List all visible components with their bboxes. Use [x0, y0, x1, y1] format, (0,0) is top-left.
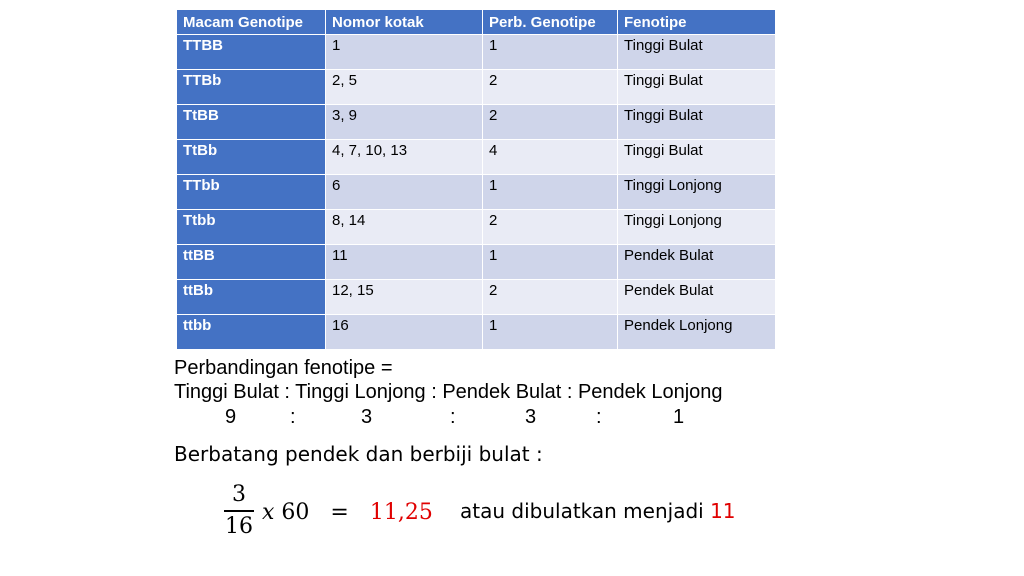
ratio-title: Perbandingan fenotipe = [174, 357, 393, 379]
multiplier: 60 [281, 500, 310, 525]
cell-box-number: 8, 14 [326, 210, 483, 245]
equals-sign: = [330, 500, 349, 525]
table-row [177, 315, 776, 350]
calculation-result: 11,25 [369, 500, 433, 525]
header-fenotipe: Fenotipe [618, 10, 776, 35]
cell-genotype: TTBB [177, 35, 326, 70]
cell-genotype: ttbb [177, 315, 326, 350]
fraction-numerator: 3 [232, 482, 246, 507]
genotype-table [176, 9, 776, 350]
cell-box-number: 2, 5 [326, 70, 483, 105]
times-symbol: x [262, 500, 275, 525]
cell-genotype-ratio: 1 [483, 245, 618, 280]
cell-phenotype: Tinggi Bulat [618, 70, 776, 105]
cell-box-number: 1 [326, 35, 483, 70]
rounded-result [460, 499, 736, 523]
cell-phenotype: Tinggi Lonjong [618, 175, 776, 210]
ratio-value: 1 [673, 406, 685, 428]
cell-phenotype: Tinggi Lonjong [618, 210, 776, 245]
fraction-bar [224, 510, 254, 512]
cell-genotype: TTBb [177, 70, 326, 105]
fraction-denominator: 16 [225, 513, 253, 539]
cell-box-number: 6 [326, 175, 483, 210]
cell-genotype-ratio: 1 [483, 35, 618, 70]
table-row [177, 175, 776, 210]
rounded-text: atau dibulatkan menjadi [460, 499, 704, 523]
cell-genotype-ratio: 2 [483, 70, 618, 105]
cell-box-number: 3, 9 [326, 105, 483, 140]
cell-box-number: 16 [326, 315, 483, 350]
ratio-value: 3 [525, 406, 537, 428]
table-row [177, 280, 776, 315]
cell-box-number: 12, 15 [326, 280, 483, 315]
cell-phenotype: Tinggi Bulat [618, 140, 776, 175]
calculation-title: Berbatang pendek dan berbiji bulat : [174, 442, 543, 466]
cell-box-number: 4, 7, 10, 13 [326, 140, 483, 175]
table-row [177, 245, 776, 280]
phenotype-ratio-block [174, 356, 723, 404]
cell-genotype: TtBb [177, 140, 326, 175]
header-macam-genotipe: Macam Genotipe [177, 10, 326, 35]
cell-genotype: TtBB [177, 105, 326, 140]
cell-genotype: ttBb [177, 280, 326, 315]
cell-box-number: 11 [326, 245, 483, 280]
header-nomor-kotak: Nomor kotak [326, 10, 483, 35]
cell-genotype-ratio: 2 [483, 210, 618, 245]
fraction [224, 482, 254, 540]
cell-phenotype: Pendek Bulat [618, 280, 776, 315]
cell-phenotype: Tinggi Bulat [618, 35, 776, 70]
cell-genotype-ratio: 2 [483, 105, 618, 140]
cell-genotype: Ttbb [177, 210, 326, 245]
rounded-value: 11 [710, 499, 736, 523]
cell-genotype-ratio: 1 [483, 175, 618, 210]
ratio-value: 9 [225, 406, 237, 428]
ratio-value: 3 [361, 406, 373, 428]
cell-genotype: ttBB [177, 245, 326, 280]
table-row [177, 70, 776, 105]
ratio-separator: : [596, 406, 602, 428]
cell-genotype-ratio: 2 [483, 280, 618, 315]
calculation-expression [262, 500, 433, 525]
cell-phenotype: Tinggi Bulat [618, 105, 776, 140]
ratio-separator: : [450, 406, 456, 428]
cell-phenotype: Pendek Bulat [618, 245, 776, 280]
cell-phenotype: Pendek Lonjong [618, 315, 776, 350]
table-body [177, 35, 776, 350]
table-row [177, 35, 776, 70]
ratio-phenotypes: Tinggi Bulat : Tinggi Lonjong : Pendek Bulat : Pendek Lonjong [174, 381, 723, 403]
cell-genotype-ratio: 4 [483, 140, 618, 175]
table-header-row [177, 10, 776, 35]
table-row [177, 140, 776, 175]
table-row [177, 105, 776, 140]
cell-genotype-ratio: 1 [483, 315, 618, 350]
ratio-separator: : [290, 406, 296, 428]
cell-genotype: TTbb [177, 175, 326, 210]
header-perb-genotipe: Perb. Genotipe [483, 10, 618, 35]
table-row [177, 210, 776, 245]
